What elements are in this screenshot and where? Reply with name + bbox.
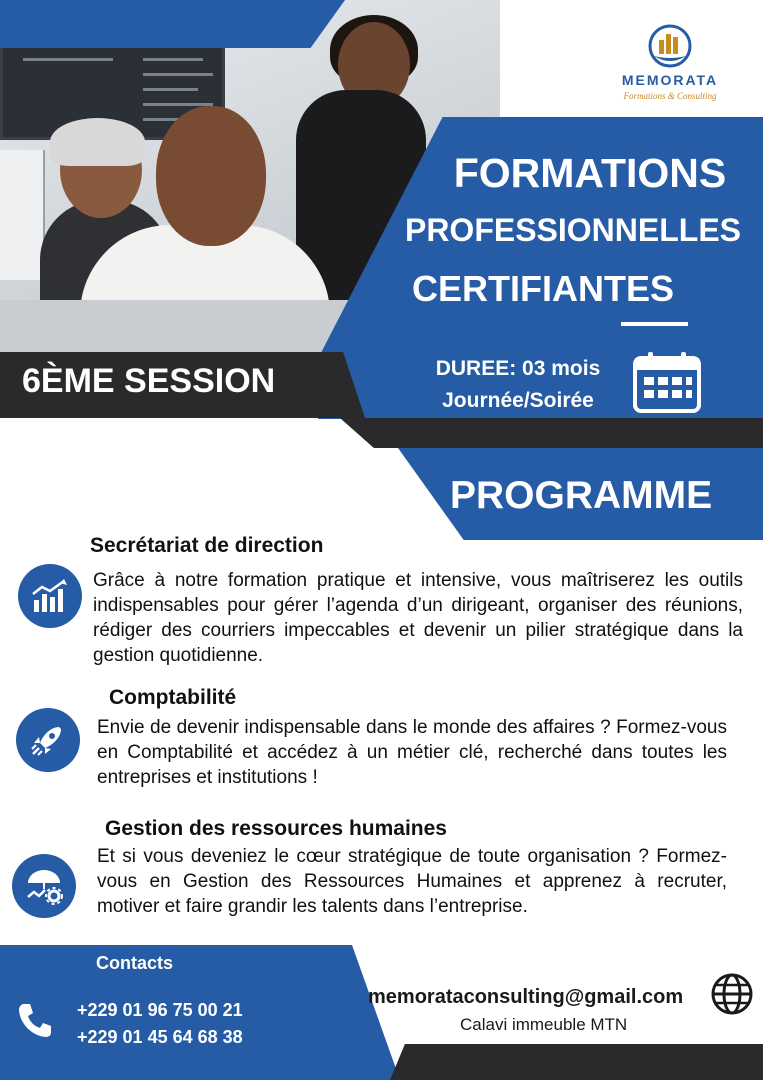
headline-formations: FORMATIONS (453, 150, 727, 196)
duration-line: DUREE: 03 mois (435, 357, 601, 380)
email-address[interactable]: memorataconsulting@gmail.com (368, 986, 684, 1008)
section-title-comptabilite: Comptabilité (109, 686, 237, 709)
schedule-line: Journée/Soirée (442, 389, 594, 412)
section-body-rh: Et si vous deveniez le cœur stratégique de toute organisation ? Formez-vous en Gestion des Ressources Humaines et apprenez à recruter, motiver et faire grandir les talents dans l’entreprise. (97, 846, 727, 917)
section-title-secretariat: Secrétariat de direction (90, 534, 324, 557)
headline-certifiantes: CERTIFIANTES (411, 268, 674, 309)
globe-icon (711, 973, 753, 1015)
umbrella-gear-icon (12, 854, 76, 918)
phone-number-2[interactable]: +229 01 45 64 68 38 (77, 1027, 243, 1047)
dark-accent-band (340, 418, 763, 448)
top-left-accent (0, 0, 345, 48)
rocket-icon (16, 708, 80, 772)
phone-numbers (77, 997, 243, 1051)
headline-professionnelles: PROFESSIONNELLES (404, 212, 742, 248)
session-label: 6ÈME SESSION (22, 362, 276, 400)
section-title-rh: Gestion des ressources humaines (105, 817, 447, 840)
logo-icon (646, 22, 694, 70)
phone-icon (16, 1000, 54, 1040)
section-body-comptabilite: Envie de devenir indispensable dans le monde des affaires ? Formez-vous en Comptabilité et accédez à un métier clé, recherché dans toutes les entreprises et institutions ! (97, 717, 727, 788)
attendee-left-hair (50, 118, 145, 166)
attendee-front-head (156, 106, 266, 246)
duration-info (418, 353, 618, 417)
headline-underline (621, 322, 688, 326)
address: Calavi immeuble MTN (460, 1015, 628, 1034)
chart-growth-icon (18, 564, 82, 628)
brand-name: MEMORATA (621, 72, 719, 88)
calendar-icon (632, 350, 702, 414)
window (0, 150, 45, 280)
section-body-secretariat: Grâce à notre formation pratique et intensive, vous maîtriserez les outils indispensables pour gérer l’agenda d’un dirigeant, organiser des réunions, rédiger des courriers impeccables et devenir un pilier stratégique dans la gestion quotidienne. (93, 570, 743, 666)
memorata-logo (610, 22, 730, 122)
brand-tagline: Formations & Consulting (623, 91, 717, 101)
contacts-title: Contacts (96, 953, 174, 973)
footer-dark-band (390, 1044, 763, 1080)
phone-number-1[interactable]: +229 01 96 75 00 21 (77, 1000, 243, 1020)
programme-heading: PROGRAMME (450, 474, 713, 517)
